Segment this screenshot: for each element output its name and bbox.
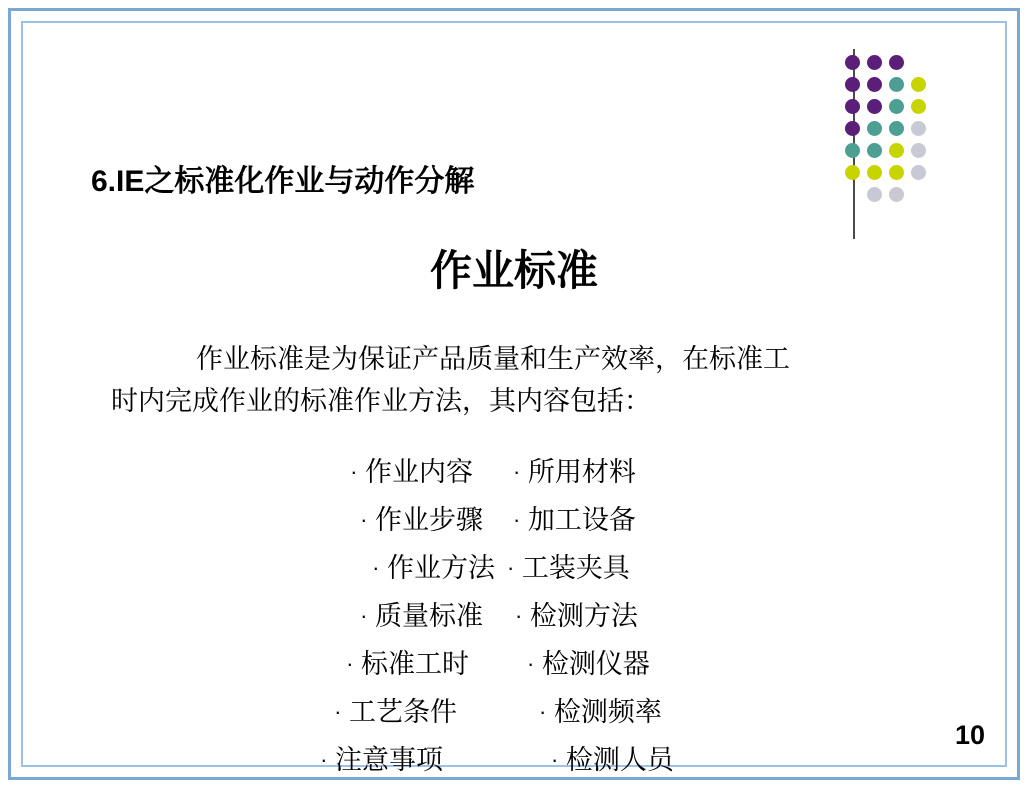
logo-dot bbox=[867, 121, 882, 136]
bullet-icon: · bbox=[539, 699, 547, 724]
page-number: 10 bbox=[954, 720, 985, 750]
bullet-icon: · bbox=[360, 603, 368, 628]
list-item-label: 作业步骤 bbox=[367, 505, 483, 535]
list-item-label: 检测仪器 bbox=[534, 649, 650, 679]
logo-dot bbox=[845, 99, 860, 114]
logo-dot bbox=[889, 55, 904, 70]
two-column-bullet-lists bbox=[153, 448, 853, 784]
list-item bbox=[551, 736, 843, 784]
list-item bbox=[527, 640, 843, 688]
logo-dot bbox=[911, 121, 926, 136]
list-item-label: 检测人员 bbox=[558, 745, 674, 775]
logo-dot bbox=[867, 77, 882, 92]
list-item bbox=[153, 640, 469, 688]
list-item bbox=[515, 592, 843, 640]
logo-dot bbox=[867, 99, 882, 114]
list-item-label: 所用材料 bbox=[520, 457, 636, 487]
logo-dot bbox=[911, 77, 926, 92]
logo-dot bbox=[845, 121, 860, 136]
logo-dot bbox=[867, 143, 882, 158]
slide-outer-border bbox=[8, 8, 1020, 780]
list-item bbox=[153, 736, 443, 784]
slide-inner-border bbox=[21, 21, 1007, 775]
bullet-list-left bbox=[153, 448, 495, 784]
bullet-icon: · bbox=[515, 603, 523, 628]
bullet-icon: · bbox=[527, 651, 535, 676]
logo-dot bbox=[889, 187, 904, 202]
bullet-icon: · bbox=[320, 747, 328, 772]
bullet-icon: · bbox=[360, 507, 368, 532]
logo-dot bbox=[889, 165, 904, 180]
list-item bbox=[153, 592, 483, 640]
list-item-label: 注意事项 bbox=[327, 745, 443, 775]
bullet-list-right bbox=[483, 448, 843, 784]
paragraph-line-1: 作业标准是为保证产品质量和生产效率，在标准工 bbox=[196, 344, 790, 374]
bullet-icon: · bbox=[350, 459, 358, 484]
bullet-icon: · bbox=[551, 747, 559, 772]
list-item bbox=[153, 544, 495, 592]
logo-dot bbox=[889, 143, 904, 158]
list-item-label: 工装夹具 bbox=[514, 553, 630, 583]
list-item-label: 检测频率 bbox=[546, 697, 662, 727]
logo-dot bbox=[845, 165, 860, 180]
bullet-icon: · bbox=[513, 507, 521, 532]
logo-dot bbox=[867, 165, 882, 180]
list-item-label: 检测方法 bbox=[522, 601, 638, 631]
bullet-icon: · bbox=[334, 699, 342, 724]
logo-dot bbox=[867, 55, 882, 70]
logo-dot bbox=[889, 99, 904, 114]
list-item bbox=[513, 496, 843, 544]
logo-dot bbox=[845, 77, 860, 92]
bullet-icon: · bbox=[507, 555, 515, 580]
list-item-label: 质量标准 bbox=[367, 601, 483, 631]
section-headline: 作业标准 bbox=[429, 247, 598, 294]
logo-dot bbox=[911, 143, 926, 158]
list-item-label: 作业方法 bbox=[379, 553, 495, 583]
page-title: 6.IE之标准化作业与动作分解 bbox=[91, 165, 475, 198]
logo-dot bbox=[911, 165, 926, 180]
paragraph-line-2: 时内完成作业的标准作业方法，其内容包括： bbox=[111, 386, 651, 416]
list-item-label: 作业内容 bbox=[357, 457, 473, 487]
bullet-icon: · bbox=[372, 555, 380, 580]
list-item-label: 加工设备 bbox=[520, 505, 636, 535]
list-item bbox=[539, 688, 843, 736]
slide-canvas bbox=[23, 23, 1005, 775]
list-item bbox=[507, 544, 843, 592]
list-item bbox=[153, 496, 483, 544]
logo-dot bbox=[867, 187, 882, 202]
logo-dot bbox=[845, 143, 860, 158]
list-item bbox=[153, 688, 457, 736]
body-paragraph bbox=[111, 338, 921, 422]
bullet-icon: · bbox=[346, 651, 354, 676]
bullet-icon: · bbox=[513, 459, 521, 484]
logo-dot bbox=[889, 121, 904, 136]
logo-dot bbox=[911, 99, 926, 114]
list-item bbox=[513, 448, 843, 496]
dot-matrix-logo-icon bbox=[845, 55, 965, 205]
list-item-label: 工艺条件 bbox=[341, 697, 457, 727]
logo-dot bbox=[889, 77, 904, 92]
list-item bbox=[153, 448, 473, 496]
logo-dot bbox=[845, 55, 860, 70]
list-item-label: 标准工时 bbox=[353, 649, 469, 679]
